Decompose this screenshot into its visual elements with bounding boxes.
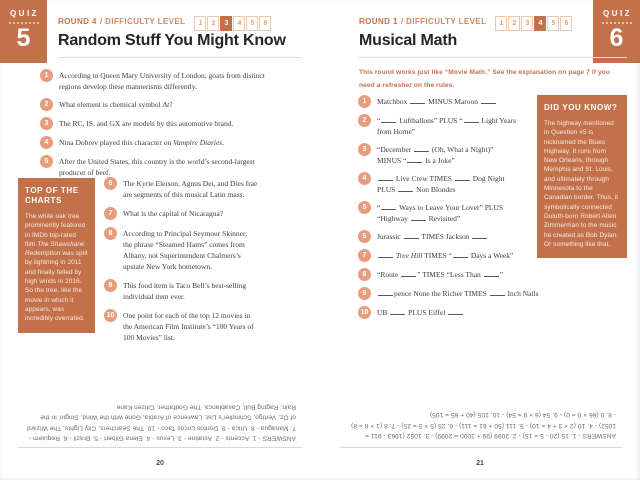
sidebar-row [18,178,310,351]
difficulty-level-boxes [194,12,272,31]
question-number-badge: 2 [40,98,53,111]
question-number-badge: 1 [358,95,371,108]
question-text: The RC, IS, and GX are models by this automotive brand. [59,119,234,128]
question-text: This food item is Taco Bell’s best-selling individual item ever. [123,281,247,301]
round-header [359,14,573,28]
question-row [104,310,310,343]
difficulty-label: / DIFFICULTY LEVEL [400,16,487,26]
difficulty-box: 3 [521,16,533,31]
question-text: After the United States, this country is the world’s second-largest producer of beef. [59,157,255,177]
question-text: Live Crew TIMES Dog Night PLUS Non Blondes [377,174,505,194]
quiz-number: 6 [609,24,624,52]
question-number-badge: 9 [104,279,117,292]
question-number-badge: 3 [40,117,53,130]
question-text: “December (Oh, What a Night)” MINUS “ Is a Joke” [377,145,494,165]
question-text: Nina Dobrev played this character on Vampire Diaries. [59,138,225,147]
question-number-badge: 6 [358,230,371,243]
quiz-number: 5 [16,24,31,52]
question-number-badge: 4 [40,136,53,149]
difficulty-box: 1 [194,16,206,31]
question-text: Matchbox MINUS Maroon [377,96,497,107]
answer-blank [410,96,425,104]
question-number-badge: 10 [358,306,371,319]
answers-text: ANSWERS - 1. 15 (20 - 5 = 15) - 2. 2099 (99 + 2000 = 2099) - 3. 1052 (1963 - 911 = 1052) - 4. 10 (2 × 3 + 4 = 10) - 5. 111 (50 + 61 = 111) - 6. 25 (5 × 5 = 25) - 7. 8 (1 × 8 = 8) - 8. 0 (66 × 0 = 0) - 9. 54 (6 × 9 = 54) - 10. 105 (40 + 65 = 105) [350,411,616,439]
difficulty-box: 6 [560,16,572,31]
sidebar-body: The highway mentioned in Question #5 is nicknamed the Blues Highway. It runs from New Orleans, through Memphis and St. Louis, and ultimately through Minnesota to the Canadian border. Thus, it symbolically connected Duluth-born Robert Allen Zimmerman to the music he created as Bob Dylan. Or something like that. [544,120,619,248]
difficulty-box: 4 [534,16,546,31]
question-number-badge: 7 [358,249,371,262]
question-text: “ Luftballons” PLUS “ Light Years from Home” [377,116,517,136]
difficulty-box: 2 [508,16,520,31]
answer-blank [414,144,429,152]
question-text: What element is chemical symbol At? [59,100,173,109]
difficulty-box: 1 [495,16,507,31]
question-number-badge: 8 [104,227,117,240]
page-right [320,0,640,480]
question-number-badge: 3 [358,143,371,156]
question-row [104,208,310,220]
question-row [40,156,308,178]
answer-blank [453,250,468,258]
title-rule [359,57,627,58]
question-row [358,288,618,300]
difficulty-box: 5 [547,16,559,31]
page-number: 21 [476,460,484,467]
question-list [104,178,310,351]
answers-rule [340,447,622,448]
difficulty-box: 2 [207,16,219,31]
question-text: The Kyrie Eleison, Agnus Dei, and Dies Irae are segments of this musical Latin mass. [123,179,258,199]
difficulty-box: 6 [259,16,271,31]
round-header [58,14,272,28]
question-number-badge: 7 [104,207,117,220]
answers-text: ANSWERS - 1. Accents - 2. Astatine - 3. Lexus - 4. Elena Gilbert - 5. Brazil - 6. Requiem - 7. Managua - 8. Utica - 9. Doritos Locos Taco - 10. The Searchers, City Lights, The Wizard of Oz, Vertigo, Schindler’s List, Lawrence of Arabia, Gone with the Wind, Singin’ in the Rain, Raging Bull, Casablanca, The Godfather, Citizen Kane [26,403,296,442]
page-title: Musical Math [359,32,458,49]
answers-rule [18,447,302,448]
page-title: Random Stuff You Might Know [58,32,286,49]
title-rule [58,57,302,58]
answer-blank [381,202,396,210]
question-row [40,137,308,149]
question-row [40,118,308,130]
answer-blank [404,231,419,239]
round-intro: This round works just like “Movie Math.” See the explanation on page 7 if you need a refresher on the rules. [359,69,610,89]
difficulty-label: / DIFFICULTY LEVEL [99,16,186,26]
sidebar-title: DID YOU KNOW? [544,103,618,112]
question-row [104,280,310,302]
question-text: “ Ways to Leave Your Lover” PLUS “Highway Revisited” [377,203,504,223]
question-text: According to Queen Mary University of London, goats from distinct regions develop these mannerisms differently. [59,71,265,91]
answer-blank [378,250,393,258]
question-number-badge: 4 [358,172,371,185]
answer-blank [398,184,413,192]
answer-blank [407,155,422,163]
question-row [104,178,310,200]
question-row [104,228,310,272]
sidebar-body: The white oak tree prominently featured in IMDb top-rated film The Shawshank Redemption was split by lightning in 2011 and finally felled by high winds in 2016. So the tree, like the movie in which it appears, was incredibly overrated. [25,213,88,323]
sidebar-title: TOP OF THE CHARTS [25,186,79,205]
question-row [40,70,308,92]
question-number-badge: 2 [358,114,371,127]
question-number-badge: 5 [358,201,371,214]
question-text: Jurassic TIMES Jackson [377,231,488,242]
sidebar-did-you-know [537,95,627,258]
question-list [40,70,308,185]
question-number-badge: 9 [358,287,371,300]
answer-blank [490,288,505,296]
question-row [40,99,308,111]
question-text: According to Principal Seymour Skinner, the phrase “Steamed Hams” comes from Albany, not Superintendent Chalmers’s upstate New York hometown. [123,229,248,271]
difficulty-box: 4 [233,16,245,31]
answer-blank [390,307,405,315]
question-text: What is the capital of Nicaragua? [123,209,224,218]
answer-blank [381,115,396,123]
answer-blank [455,173,470,181]
question-text: UB PLUS Eiffel [377,307,464,318]
answer-blank [484,269,499,277]
answer-blank [472,231,487,239]
question-number-badge: 6 [104,177,117,190]
question-number-badge: 10 [104,309,117,322]
round-label: ROUND 1 [359,16,398,26]
quiz-number-box [593,0,640,63]
difficulty-box: 5 [246,16,258,31]
question-number-badge: 1 [40,69,53,82]
answer-blank [378,288,393,296]
difficulty-level-boxes [495,12,573,31]
question-row [358,307,618,319]
page-number: 20 [156,460,164,467]
question-number-badge: 8 [358,268,371,281]
question-text: pence None the Richer TIMES Inch Nails [377,288,539,299]
difficulty-box: 3 [220,16,232,31]
question-row [358,269,618,281]
question-number-badge: 5 [40,155,53,168]
answer-blank [481,96,496,104]
answer-blank [464,115,479,123]
quiz-label: QUIZ [602,9,633,18]
answer-blank [411,213,426,221]
question-text: One point for each of the top 12 movies in the American Film Institute’s “100 Years of 100 Movies” list. [123,311,254,342]
question-text: Tree Hill TIMES “ Days a Week” [377,250,513,261]
sidebar-top-of-the-charts [18,178,95,333]
answer-blank [401,269,416,277]
quiz-label: QUIZ [9,9,40,18]
answer-blank [448,307,463,315]
answer-blank [378,173,393,181]
quiz-number-box [0,0,47,63]
round-label: ROUND 4 [58,16,97,26]
question-text: “Route ” TIMES “Less Than ” [377,270,504,279]
